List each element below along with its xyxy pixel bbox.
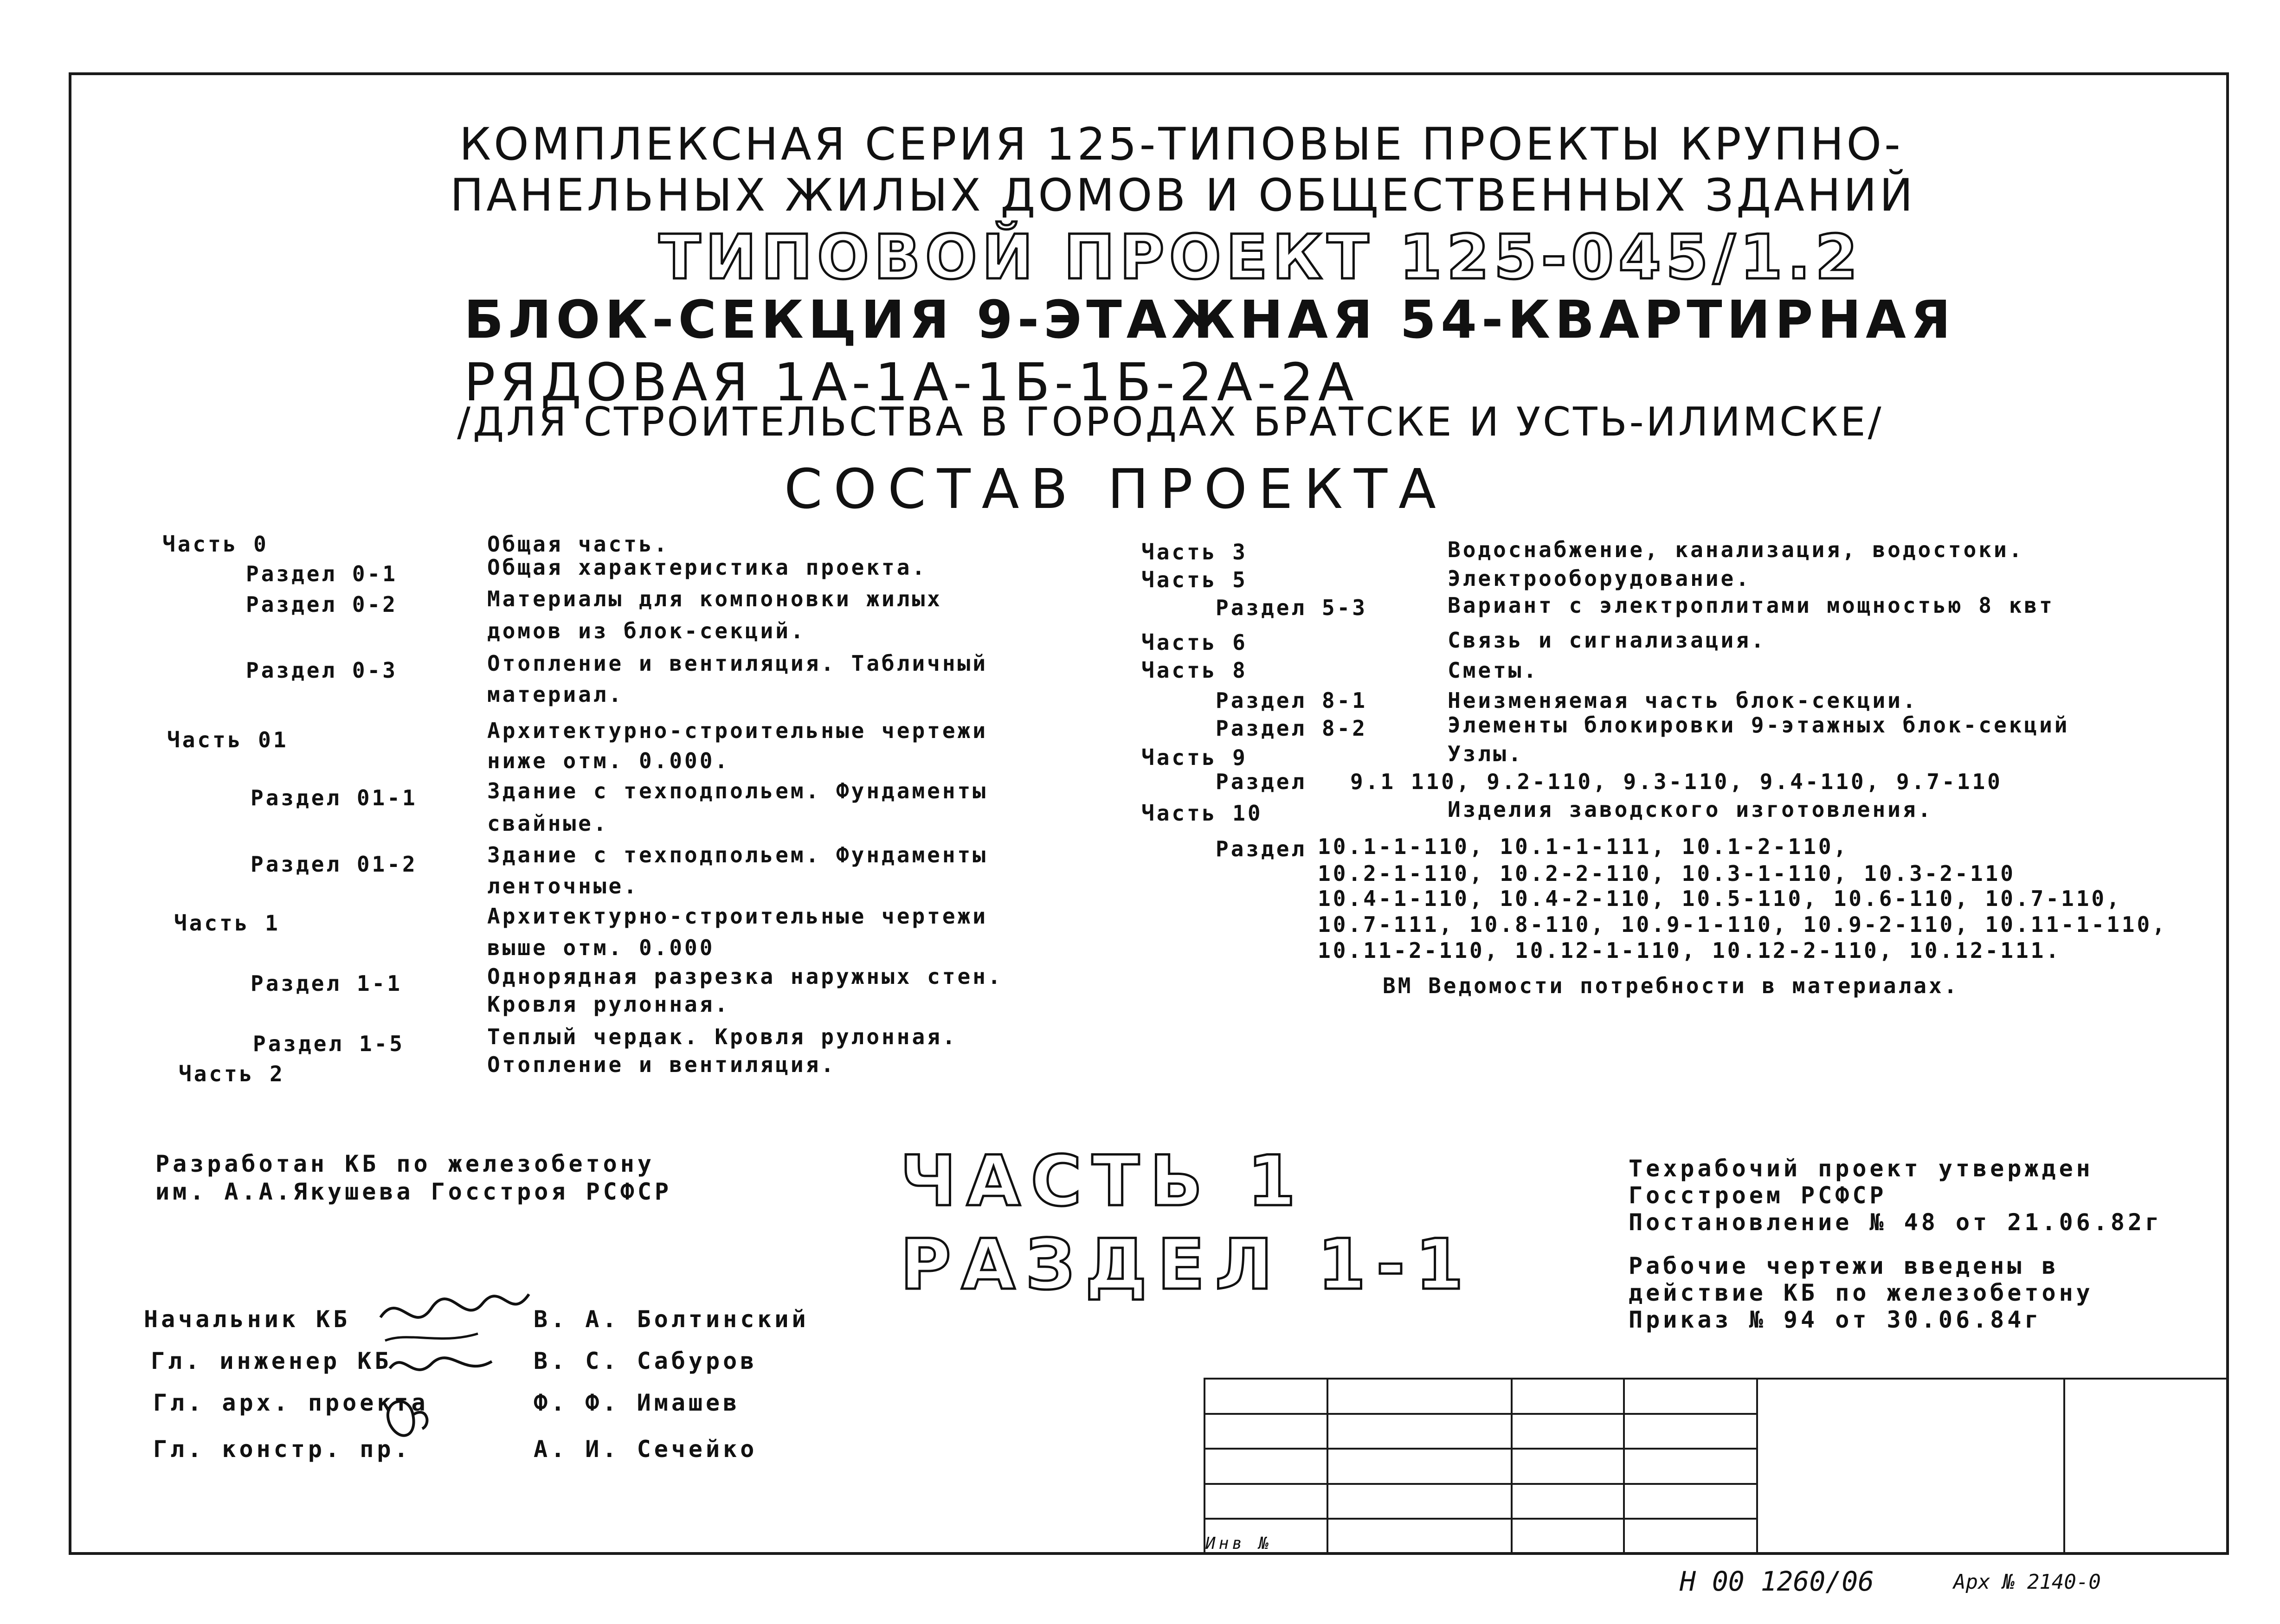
list-item-text: Архитектурно-строительные чертежи	[487, 718, 988, 743]
inventory-number-label: Инв №	[1205, 1534, 1272, 1553]
purpose-line: /ДЛЯ СТРОИТЕЛЬСТВА В ГОРОДАХ БРАТСКЕ И УСТЬ-ИЛИМСКЕ/	[457, 399, 1884, 445]
signature-role: Гл. инженер КБ	[151, 1348, 392, 1374]
list-item-text: Кровля рулонная.	[487, 992, 730, 1017]
footer-right-code: Арх № 2140-0	[1953, 1570, 2101, 1594]
list-item-label: Раздел 01-2	[251, 852, 418, 877]
list-item-text: Водоснабжение, канализация, водостоки.	[1448, 537, 2024, 562]
list-item-text: Здание с техподпольем. Фундаменты	[487, 842, 988, 867]
signature-role: Начальник КБ	[144, 1306, 351, 1333]
list-item-label: Раздел 0-1	[246, 561, 398, 586]
list-item-text: Сметы.	[1448, 658, 1539, 683]
list-item-label: Раздел 5-3	[1216, 595, 1367, 620]
block-section-title: БЛОК-СЕКЦИЯ 9-ЭТАЖНАЯ 54-КВАРТИРНАЯ	[464, 290, 1956, 350]
approval-line4: Рабочие чертежи введены в	[1629, 1252, 2059, 1279]
part-label: ЧАСТЬ 1	[900, 1141, 1306, 1222]
list-item-label: Часть 9	[1141, 745, 1248, 770]
list-item-label: Раздел 01-1	[251, 785, 418, 810]
list-item-label: Часть 6	[1141, 630, 1248, 655]
list-item-label: Часть 8	[1141, 658, 1248, 683]
list-item-text: материал.	[487, 682, 624, 707]
list-item-text: Архитектурно-строительные чертежи	[487, 904, 988, 929]
list-item-label: Раздел	[1216, 769, 1307, 794]
list-item-label: Раздел	[1216, 836, 1307, 861]
list-item-text: Отопление и вентиляция.	[487, 1052, 836, 1077]
list-item-text: Элементы блокировки 9-этажных блок-секций	[1448, 713, 2070, 738]
approval-line1: Техрабочий проект утвержден	[1629, 1155, 2093, 1182]
list-item-text: домов из блок-секций.	[487, 618, 806, 643]
list-item-text: выше отм. 0.000	[487, 935, 715, 960]
approval-line5: действие КБ по железобетону	[1629, 1279, 2093, 1306]
signature-role: Гл. констр. пр.	[153, 1436, 412, 1463]
footer-left-code: Н 00 1260/06	[1680, 1566, 1874, 1597]
list-item-label: Часть 5	[1141, 567, 1248, 592]
signature-name: В. С. Сабуров	[534, 1348, 758, 1374]
list-item-label: Раздел 1-5	[253, 1031, 405, 1056]
developer-line1: Разработан КБ по железобетону	[155, 1150, 655, 1177]
list-item-label: Часть 1	[174, 911, 280, 936]
list-item-label: Часть 01	[167, 727, 289, 752]
list-item-label: Часть 0	[162, 532, 269, 557]
list-item-text: свайные.	[487, 811, 609, 836]
list-item-label: Раздел 8-2	[1216, 716, 1367, 741]
list-item-text: 10.1-1-110, 10.1-1-111, 10.1-2-110,	[1318, 834, 1849, 859]
list-item-text: Общая характеристика проекта.	[487, 555, 927, 580]
list-item-label: Часть 3	[1141, 539, 1248, 565]
list-item-text: Материалы для компоновки жилых	[487, 586, 942, 611]
list-item-text: ВМ Ведомости потребности в материалах.	[1383, 973, 1959, 998]
project-number-title: ТИПОВОЙ ПРОЕКТ 125-045/1.2	[659, 222, 1862, 293]
signature-name: В. А. Болтинский	[534, 1306, 809, 1333]
list-item-text: Отопление и вентиляция. Табличный	[487, 651, 988, 676]
row-type-title: РЯДОВАЯ 1А-1А-1Б-1Б-2А-2А	[464, 353, 1359, 413]
list-item-text: 9.1 110, 9.2-110, 9.3-110, 9.4-110, 9.7-110	[1350, 769, 2003, 794]
series-title-line2: ПАНЕЛЬНЫХ ЖИЛЫХ ДОМОВ И ОБЩЕСТВЕННЫХ ЗДАНИЙ	[450, 169, 1916, 221]
title-block-stamp	[1204, 1378, 2229, 1555]
list-item-label: Часть 2	[179, 1061, 285, 1086]
list-item-text: Узлы.	[1448, 741, 1524, 766]
list-item-text: Однорядная разрезка наружных стен.	[487, 964, 1003, 989]
section-label: РАЗДЕЛ 1-1	[900, 1225, 1474, 1305]
list-item-text: Вариант с электроплитами мощностью 8 квт	[1448, 593, 2055, 618]
list-item-text: 10.11-2-110, 10.12-1-110, 10.12-2-110, 10.12-111.	[1318, 938, 2061, 963]
signature-role: Гл. арх. проекта	[153, 1389, 429, 1416]
approval-line2: Госстроем РСФСР	[1629, 1182, 1887, 1209]
list-item-text: 10.7-111, 10.8-110, 10.9-1-110, 10.9-2-110, 10.11-1-110,	[1318, 912, 2167, 937]
list-item-label: Раздел 8-1	[1216, 688, 1367, 713]
list-item-text: Общая часть.	[487, 532, 670, 557]
approval-line3: Постановление № 48 от 21.06.82г	[1629, 1209, 2163, 1236]
developer-line2: им. А.А.Якушева Госстроя РСФСР	[155, 1178, 672, 1205]
list-item-label: Раздел 0-3	[246, 658, 398, 683]
handwritten-signatures	[371, 1285, 538, 1470]
signature-name: А. И. Сечейко	[534, 1436, 758, 1463]
list-item-text: 10.4-1-110, 10.4-2-110, 10.5-110, 10.6-110, 10.7-110,	[1318, 886, 2122, 911]
list-item-text: Теплый чердак. Кровля рулонная.	[487, 1024, 958, 1049]
list-item-text: Связь и сигнализация.	[1448, 628, 1766, 653]
list-item-label: Раздел 1-1	[251, 971, 402, 996]
list-item-label: Часть 10	[1141, 801, 1263, 826]
list-item-text: 10.2-1-110, 10.2-2-110, 10.3-1-110, 10.3-2-110	[1318, 861, 2016, 886]
list-item-text: Электрооборудование.	[1448, 566, 1751, 591]
list-item-text: ниже отм. 0.000.	[487, 748, 730, 773]
composition-heading: СОСТАВ ПРОЕКТА	[784, 457, 1447, 521]
signature-name: Ф. Ф. Имашев	[534, 1389, 741, 1416]
list-item-label: Раздел 0-2	[246, 592, 398, 617]
list-item-text: Неизменяемая часть блок-секции.	[1448, 688, 1918, 713]
list-item-text: Изделия заводского изготовления.	[1448, 797, 1933, 822]
list-item-text: Здание с техподпольем. Фундаменты	[487, 778, 988, 803]
approval-line6: Приказ № 94 от 30.06.84г	[1629, 1306, 2042, 1333]
series-title-line1: КОМПЛЕКСНАЯ СЕРИЯ 125-ТИПОВЫЕ ПРОЕКТЫ КРУПНО-	[459, 118, 1903, 170]
list-item-text: ленточные.	[487, 873, 639, 899]
